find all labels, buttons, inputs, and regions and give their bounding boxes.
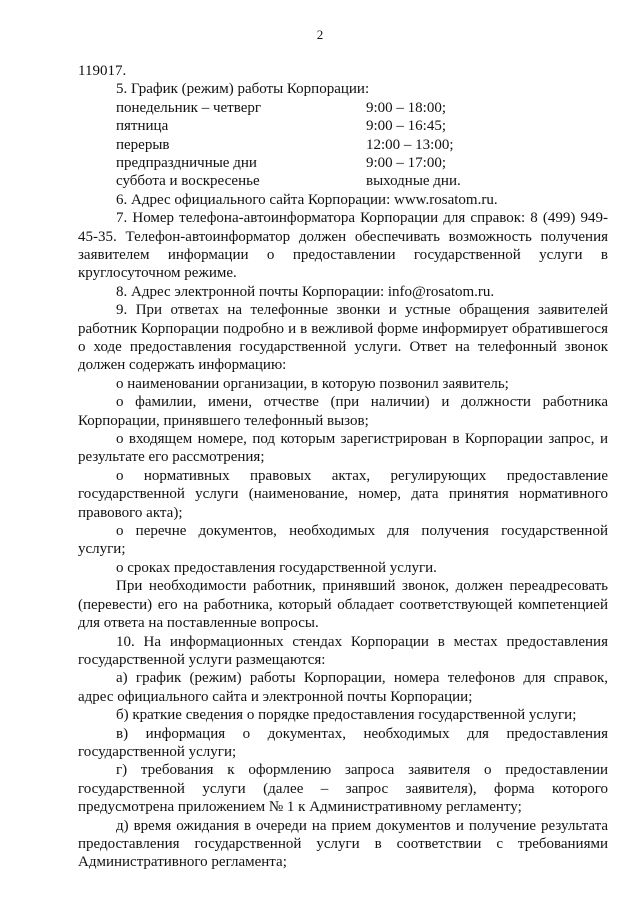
schedule-row — [78, 154, 608, 172]
schedule-day: предпраздничные дни — [116, 154, 257, 171]
item-10-list-item: а) график (режим) работы Корпорации, номера телефонов для справок, адрес официального сайта и электронной почты Корпорации; — [78, 670, 608, 705]
schedule-time: 9:00 – 16:45; — [366, 118, 447, 135]
item-10-list-item: г) требования к оформлению запроса заявителя о предоставлении государственной услуги (далее – запрос заявителя), форма которого предусмотрена приложением № 1 к Административному регламенту; — [78, 762, 608, 816]
schedule-day: перерыв — [116, 136, 170, 153]
schedule-row — [78, 136, 608, 154]
schedule-day: пятница — [116, 118, 169, 135]
item-6-website: 6. Адрес официального сайта Корпорации: www.rosatom.ru. — [116, 191, 498, 208]
item-10-list-item: в) информация о документах, необходимых для предоставления государственной услуги; — [78, 725, 608, 760]
item-10-list-item: д) время ожидания в очереди на прием документов и получение результата предоставления государственной услуги в соответствии с требованиями Административного регламента; — [78, 817, 608, 871]
schedule-row — [78, 99, 608, 117]
schedule-table — [78, 99, 608, 191]
schedule-day: понедельник – четверг — [116, 99, 262, 116]
schedule-row — [78, 172, 608, 190]
item-9-list-item: о наименовании организации, в которую позвонил заявитель; — [116, 375, 509, 392]
postcode-line: 119017. — [78, 63, 127, 79]
item-7-phone: 7. Номер телефона-автоинформатора Корпорации для справок: 8 (499) 949-45-35. Телефон-автоинформатор должен обеспечивать возможность получения заявителем информации о предоставлении государственной услуги в круглосуточном режиме. — [78, 210, 608, 282]
schedule-row — [78, 117, 608, 135]
item-9-list-item: о входящем номере, под которым зарегистрирован в Корпорации запрос, и результате его рассмотрения; — [78, 431, 608, 466]
schedule-time: 9:00 – 18:00; — [366, 99, 447, 116]
item-9-list-item: о фамилии, имени, отчестве (при наличии) и должности работника Корпорации, принявшего телефонный вызов; — [78, 394, 608, 429]
document-body — [78, 62, 608, 872]
item-9-list-item: о перечне документов, необходимых для получения государственной услуги; — [78, 523, 608, 558]
schedule-time: 9:00 – 17:00; — [366, 154, 447, 171]
item-9-list-item: о сроках предоставления государственной услуги. — [116, 559, 437, 576]
item-9-note: При необходимости работник, принявший звонок, должен переадресовать (перевести) его на работника, который обладает соответствующей компетенцией для ответа на поставленные вопросы. — [78, 578, 608, 632]
schedule-day: суббота и воскресенье — [116, 173, 260, 190]
item-9-list-item: о нормативных правовых актах, регулирующих предоставление государственной услуги (наименование, номер, дата принятия нормативного правового акта); — [78, 467, 608, 521]
item-10-intro: 10. На информационных стендах Корпорации в местах предоставления государственной услуги размещаются: — [78, 633, 608, 668]
schedule-time: выходные дни. — [366, 173, 461, 190]
item-9-intro: 9. При ответах на телефонные звонки и устные обращения заявителей работник Корпорации подробно и в вежливой форме информирует обратившегося о ходе предоставления государственной услуги. Ответ на телефонный звонок должен содержать информацию: — [78, 302, 608, 374]
item-10-list-item: б) краткие сведения о порядке предоставления государственной услуги; — [116, 707, 577, 724]
item-8-email: 8. Адрес электронной почты Корпорации: info@rosatom.ru. — [116, 283, 495, 300]
schedule-heading: 5. График (режим) работы Корпорации: — [116, 81, 370, 98]
schedule-time: 12:00 – 13:00; — [366, 136, 454, 153]
page-number: 2 — [316, 27, 324, 42]
